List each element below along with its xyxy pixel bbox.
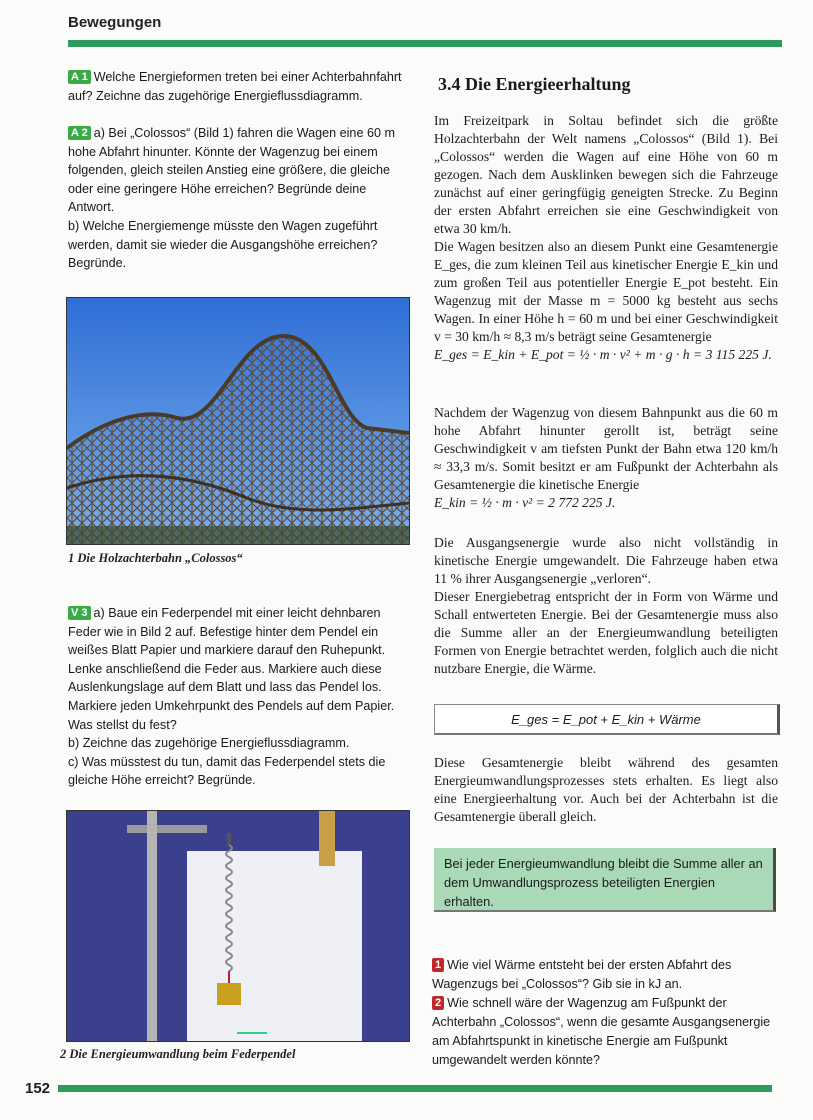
roller-coaster-photo xyxy=(66,297,410,545)
paragraph-energy-loss: Die Ausgangsenergie wurde also nicht vollständig in kinetische Energie umgewandelt. Die Fahrzeuge haben etwa 11 % ihrer Ausgangsenergie „verloren“. xyxy=(434,535,778,586)
paragraph-descent: Nachdem der Wagenzug von diesem Bahnpunkt aus die 60 m hohe Abfahrt hinunter gerollt ist, beträgt seine Geschwindigkeit v am tiefsten Punkt der Bahn etwa 120 km/h ≈ 33,3 m/s. Somit besitzt er am Fußpunkt der Achterbahn als Gesamtenergie die kinetische Energie xyxy=(434,405,778,492)
equation-kinetic-energy: E_kin = ½ · m · v² = 2 772 225 J. xyxy=(434,495,616,510)
badge-task-1: 1 xyxy=(432,958,444,972)
conservation-law-text: Bei jeder Energieumwandlung bleibt die Summe aller an dem Umwandlungsprozess beteiligten Energien erhalten. xyxy=(444,856,763,909)
task-2-text: Wie schnell wäre der Wagenzug am Fußpunkt der Achterbahn „Colossos“, wenn die gesamte Ausgangsenergie am Abfahrtspunkt in kinetische Energie am Fußpunkt umgewandelt werden könnte? xyxy=(432,996,771,1067)
right-text-block-3 xyxy=(434,534,778,678)
page-number: 152 xyxy=(25,1080,51,1097)
spring-pendulum-image xyxy=(67,811,409,1041)
paragraph-intro: Im Freizeitpark in Soltau befindet sich die größte Holzachterbahn der Welt namens „Colossos“ (Bild 1). Bei „Colossos“ werden die Wagen auf eine Höhe von 60 m gezogen. Nach dem Ausklinken bewegen sich die Fahrzeuge zunächst auf einer geringfügig geneigten Strecke. Zu Beginn der ersten Abfahrt erreichen sie eine Geschwindigkeit von etwa 30 km/h. xyxy=(434,113,778,236)
task-v3-part-b: b) Zeichne das zugehörige Energieflussdiagramm. xyxy=(68,736,350,751)
conservation-law-box xyxy=(434,848,776,912)
paragraph-heat: Dieser Energiebetrag entspricht der in Form von Wärme und Schall entwerteten Energie. Bei der Gesamtenergie muss also die Summe aller an der Energieumwandlung beteiligten Formen von Energie betrachtet werden, folglich auch die nicht nutzbare Energie, die Wärme. xyxy=(434,589,778,676)
header-rule xyxy=(68,40,782,47)
task-a2-part-b: b) Welche Energiemenge müsste den Wagen zugeführt werden, damit sie wieder die Ausgangshöhe erreichen? Begründe. xyxy=(68,218,378,271)
paragraph-total-energy: Die Wagen besitzen also an diesem Punkt eine Gesamtenergie E_ges, die zum kleinen Teil aus kinetischer Energie E_kin und zum großen Teil aus potentieller Energie E_pot besteht. Ein Wagenzug mit der Masse m = 5000 kg besteht aus sechs Wagen. In einer Höhe h = 60 m und bei einer Geschwindigkeit v = 30 km/h ≈ 8,3 m/s beträgt seine Gesamtenergie xyxy=(434,239,778,344)
task-2 xyxy=(432,994,782,1070)
spring-pendulum-photo xyxy=(66,810,410,1042)
right-text-block-4 xyxy=(434,754,778,826)
task-a2-part-a: a) Bei „Colossos“ (Bild 1) fahren die Wagen eine 60 m hohe Abfahrt hinunter. Könnte der Wagenzug bei einem folgenden, gleich steilen Anstieg eine größere, die gleiche oder eine geringere Höhe erreichen? Begründe deine Antwort. xyxy=(68,126,395,215)
equation-total-energy: E_ges = E_kin + E_pot = ½ · m · v² + m · g · h = 3 115 225 J. xyxy=(434,347,772,362)
chapter-title: Bewegungen xyxy=(68,14,162,31)
badge-a1: A 1 xyxy=(68,70,91,84)
task-v3-part-c: c) Was müsstest du tun, damit das Federpendel stets die gleiche Höhe erreicht? Begründe. xyxy=(68,754,386,788)
roller-coaster-image xyxy=(67,298,409,544)
task-1 xyxy=(432,956,782,994)
figure1-caption: 1 Die Holzachterbahn „Colossos“ xyxy=(68,551,243,565)
section-title: 3.4 Die Energieerhaltung xyxy=(438,74,631,94)
footer-rule xyxy=(58,1085,772,1092)
task-v3-part-a: a) Baue ein Federpendel mit einer leicht dehnbaren Feder wie in Bild 2 auf. Befestige hinter dem Pendel ein weißes Blatt Papier und markiere darauf den Ruhepunkt. Lenke anschließend die Feder aus. Markiere auch diese Auslenkungslage auf dem Blatt und lass das Pendel los. Markiere jeden Umkehrpunkt des Pendels auf dem Papier. Was stellst du fest? xyxy=(68,606,395,732)
badge-a2: A 2 xyxy=(68,126,91,140)
badge-v3: V 3 xyxy=(68,606,91,620)
paragraph-conservation: Diese Gesamtenergie bleibt während des gesamten Energieumwandlungsprozesses stets erhalten. Es liegt also eine Energieerhaltung vor. Auch bei der Achterbahn ist die Gesamtenergie überall gleich. xyxy=(434,755,778,824)
badge-task-2: 2 xyxy=(432,996,444,1010)
task-a2 xyxy=(68,124,408,273)
task-a1 xyxy=(68,68,408,105)
formula-box xyxy=(434,704,780,735)
task-a1-text: Welche Energieformen treten bei einer Achterbahnfahrt auf? Zeichne das zugehörige Energieflussdiagramm. xyxy=(68,70,402,103)
task-v3 xyxy=(68,604,408,790)
task-1-text: Wie viel Wärme entsteht bei der ersten Abfahrt des Wagenzugs bei „Colossos“? Gib sie in kJ an. xyxy=(432,958,732,991)
formula-box-text: E_ges = E_pot + E_kin + Wärme xyxy=(511,711,701,727)
right-text-block-1 xyxy=(434,112,778,364)
right-text-block-2 xyxy=(434,404,778,512)
figure2-caption: 2 Die Energieumwandlung beim Federpendel xyxy=(60,1047,296,1061)
